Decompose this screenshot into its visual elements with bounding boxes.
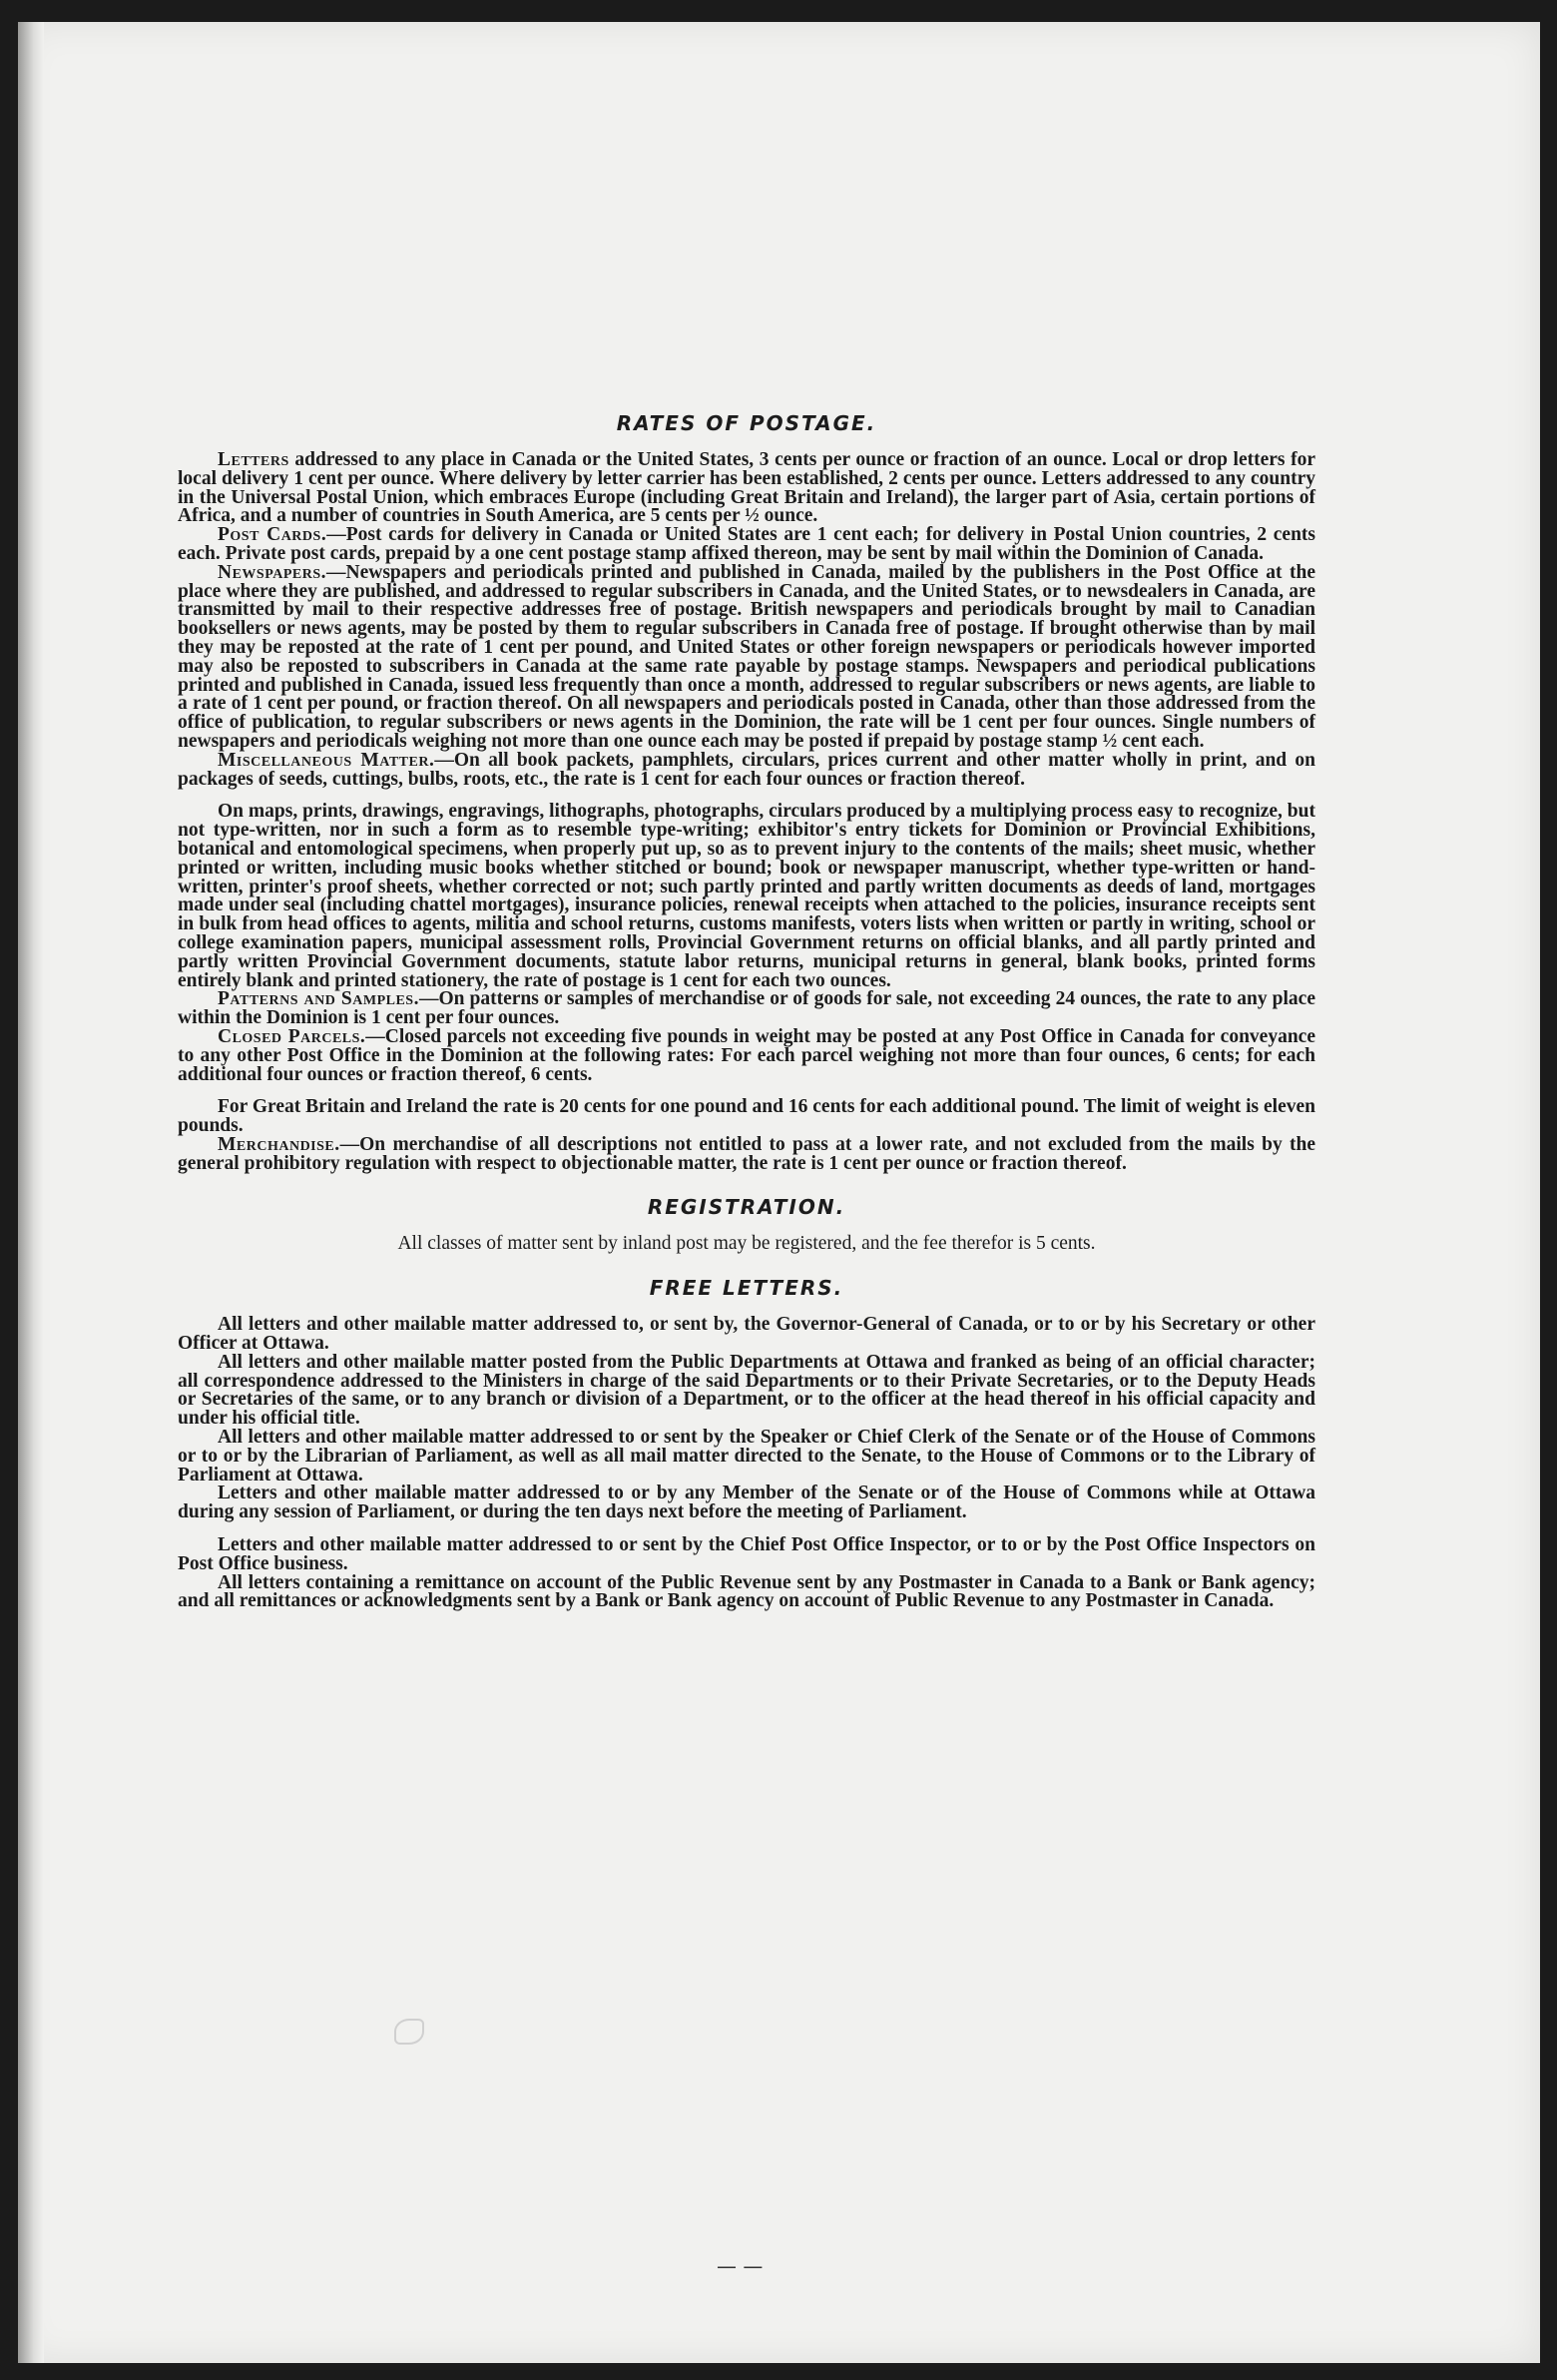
paragraph-free-4: Letters and other mailable matter addressed to or by any Member of the Senate or of the House of Commons while at Ottawa during any session of Parliament, or during the ten days next before the meeting of Parliament. [178,1483,1315,1523]
text-miscellaneous: —On all book packets, pamphlets, circulars, prices current and other matter wholly in print, and on packages of seeds, cuttings, bulbs, roots, etc., the rate is 1 cent for each four ounces or fraction thereof. [178,749,1315,790]
text-closed-parcels: —Closed parcels not exceeding five pounds in weight may be posted at any Post Office in Canada for conveyance to any other Post Office in the Dominion at the following rates: For each parcel weighing not more than four ounces, 6 cents; for each additional four ounces or fraction thereof, 6 cents. [178,1025,1315,1085]
paragraph-letters [178,451,1315,526]
label-post-cards: Post Cards. [218,524,327,546]
label-patterns: Patterns and Samples. [218,988,419,1010]
paragraph-newspapers [178,561,1315,752]
heading-registration: REGISTRATION. [647,1195,846,1220]
paragraph-post-cards [178,526,1315,564]
label-letters: Letters [218,449,289,470]
paragraph-free-3: All letters and other mailable matter addressed to or sent by the Speaker or Chief Clerk of the Senate or of the House of Commons or to or by the Librarian of Parliament, as well as all mail matter directed to the Senate, to the House of Commons or to the Library of Parliament at Ottawa. [178,1427,1315,1486]
paragraph-merchandise [178,1133,1315,1174]
ink-smudge [394,2019,424,2045]
text-patterns: —On patterns or samples of merchandise or of goods for sale, not exceeding 24 ounces, the rate to any place within the Dominion is 1 cent per four ounces. [178,988,1315,1029]
paragraph-free-6: All letters containing a remittance on account of the Public Revenue sent by any Postmaster in Canada to a Bank or Bank agency; and all remittances or acknowledgments sent by a Bank or Bank agency on account of Public Revenue to any Postmaster in Canada. [178,1571,1315,1612]
paragraph-maps: On maps, prints, drawings, engravings, lithographs, photographs, circulars produced by a multiplying process easy to recognize, but not type-written, nor in such a form as to resemble type-writing; exhibitor's entry tickets for Dominion or Provincial Exhibitions, botanical and entomological specimens, when properly put up, so as to prevent injury to the contents of the mails; sheet music, whether printed or written, including music books whether stitched or bound; book or newspaper manuscript, whether type-written or hand-written, printer's proof sheets, whether corrected or not; such partly printed and partly written documents as deeds of land, mortgages made under seal (including chattel mortgages), insurance policies, renewal receipts when attached to the policies, insurance receipts sent in bulk from head offices to agents, militia and school returns, customs manifests, voters lists when written or partly in writing, school or college examination papers, municipal assessment rolls, Provincial Government returns on official blanks, and all partly printed and partly written Provincial Government documents, statute labor returns, municipal returns in general, blank books, printed forms entirely blank and printed stationery, the rate of postage is 1 cent for each two ounces. [178,801,1315,991]
paragraph-registration: All classes of matter sent by inland post may be registered, and the fee therefor is 5 cents. [397,1233,1096,1255]
label-merchandise: Merchandise. [218,1133,340,1155]
label-newspapers: Newspapers. [218,561,326,583]
heading-rates-of-postage: RATES OF POSTAGE. [616,411,877,435]
paragraph-free-2: All letters and other mailable matter posted from the Public Departments at Ottawa and franked as being of an official character; all correspondence addressed to the Ministers in charge of the said Departments or to their Private Secretaries, or to the Deputy Heads or Secretaries of the same, or to any branch or division of a Department, or to the officer at the head thereof in his official capacity and under his official title. [178,1351,1315,1430]
paragraph-free-5: Letters and other mailable matter addressed to or sent by the Chief Post Office Inspector, or to or by the Post Office Inspectors on Post Office business. [178,1534,1315,1574]
paragraph-great-britain: For Great Britain and Ireland the rate is 20 cents for one pound and 16 cents for each additional pound. The limit of weight is eleven pounds. [178,1096,1315,1137]
document-body [178,411,1315,1611]
paragraph-closed-parcels [178,1025,1315,1085]
text-letters: addressed to any place in Canada or the United States, 3 cents per ounce or fraction of an ounce. Local or drop letters for local delivery 1 cent per ounce. Where delivery by letter carrier has been established, 2 cents per ounce. Letters addressed to any country in the Universal Postal Union, which embraces Europe (including Great Britain and Ireland), the larger part of Asia, certain portions of Africa, and a number of countries in South America, are 5 cents per ½ ounce. [178,449,1315,527]
text-newspapers: —Newspapers and periodicals printed and published in Canada, mailed by the publishers in the Post Office at the place where they are published, and addressed to regular subscribers in Canada, and the United States, or to newsdealers in Canada, are transmitted by mail to their respective addresses free of postage. British newspapers and periodicals brought by mail to Canadian booksellers or news agents, may be posted by them to regular subscribers in Canada free of postage. If brought otherwise than by mail they may be reposted at the rate of 1 cent per pound, and United States or other foreign newspapers or periodicals however imported may also be reposted to subscribers in Canada at the same rate payable by postage stamps. Newspapers and periodical publications printed and published in Canada, issued less frequently than once a month, addressed to regular subscribers or news agents, are liable to a rate of 1 cent per pound, or fraction thereof. On all newspapers and periodicals posted in Canada, other than those addressed from the office of publication, to regular subscribers or news agents in the Dominion, the rate will be 1 cent per four ounces. Single numbers of newspapers and periodicals weighing not more than one ounce each may be posted if prepaid by postage stamp ½ cent each. [178,561,1315,752]
heading-free-letters: FREE LETTERS. [649,1276,844,1301]
document-page [18,22,1540,2363]
paragraph-free-1: All letters and other mailable matter addressed to, or sent by, the Governor-General of Canada, or to or by his Secretary or other Officer at Ottawa. [178,1314,1315,1355]
text-merchandise: —On merchandise of all descriptions not entitled to pass at a lower rate, and not excluded from the mails by the general prohibitory regulation with respect to objectionable matter, the rate is 1 cent per ounce or fraction thereof. [178,1133,1315,1174]
page-binding-shadow [18,22,44,2363]
paragraph-miscellaneous [178,749,1315,790]
paragraph-patterns [178,990,1315,1028]
label-miscellaneous: Miscellaneous Matter. [218,749,435,771]
text-post-cards: —Post cards for delivery in Canada or United States are 1 cent each; for delivery in Postal Union countries, 2 cents each. Private post cards, prepaid by a one cent postage stamp affixed thereon, may be sent by mail within the Dominion of Canada. [178,524,1316,564]
label-closed-parcels: Closed Parcels. [218,1025,366,1047]
page-marker: — — [717,2254,764,2278]
